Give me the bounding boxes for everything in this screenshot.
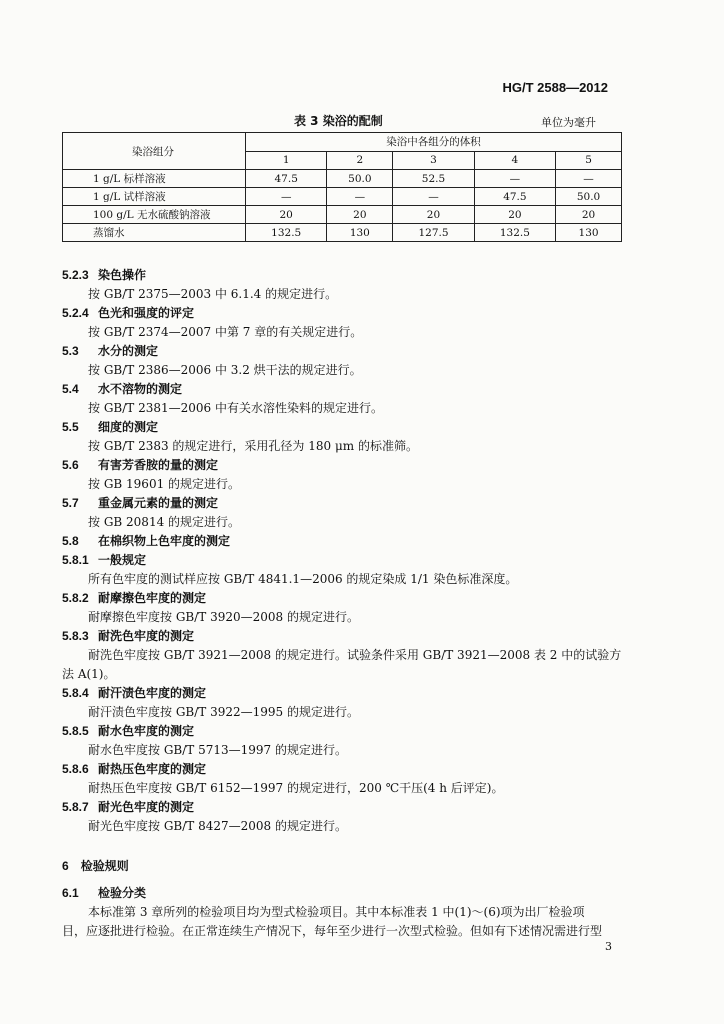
section-number: 5.8.5 (62, 724, 89, 738)
section-heading (62, 418, 622, 437)
row-label: 蒸馏水 (63, 224, 246, 242)
section-number: 5.2.3 (62, 268, 89, 282)
section-heading (62, 266, 622, 285)
table-row (63, 224, 622, 242)
section-title: 耐摩擦色牢度的测定 (98, 591, 207, 605)
section-text-continued: 法 A(1)。 (62, 667, 116, 681)
section-heading (62, 532, 622, 551)
table-cell: 20 (474, 206, 555, 224)
section-heading (62, 342, 622, 361)
section-title: 耐汗渍色牢度的测定 (98, 686, 207, 700)
section-number: 5.8 (62, 534, 79, 548)
page-number: 3 (605, 940, 612, 953)
section-number: 5.2.4 (62, 306, 89, 320)
section-heading (62, 722, 622, 741)
col-header-component: 染浴组分 (63, 133, 246, 170)
section-heading (62, 627, 622, 646)
section-text: 按 GB/T 2381—2006 中有关水溶性染料的规定进行。 (88, 401, 383, 415)
section-text: 本标准第 3 章所列的检验项目均为型式检验项目。其中本标准表 1 中(1)～(6)项为出厂检验项 (88, 905, 585, 919)
section-text: 按 GB/T 2375—2003 中 6.1.4 的规定进行。 (88, 287, 338, 301)
section-text: 按 GB 19601 的规定进行。 (88, 477, 241, 491)
section-title: 细度的测定 (98, 420, 159, 434)
table-cell: 132.5 (246, 224, 327, 242)
section-title: 色光和强度的评定 (98, 306, 195, 320)
section-number: 6.1 (62, 886, 79, 900)
section-title: 水分的测定 (98, 344, 159, 358)
section-number: 5.8.7 (62, 800, 89, 814)
section-heading (62, 551, 622, 570)
table-cell: 52.5 (393, 170, 474, 188)
section-title: 耐洗色牢度的测定 (98, 629, 195, 643)
section-text: 耐热压色牢度按 GB/T 6152—1997 的规定进行，200 ℃干压(4 h 后评定)。 (88, 781, 504, 795)
section-title: 重金属元素的量的测定 (98, 496, 219, 510)
table-cell: 130 (327, 224, 393, 242)
column-header: 2 (327, 151, 393, 170)
section-number: 5.8.1 (62, 553, 89, 567)
section-number: 5.3 (62, 344, 79, 358)
section-title: 有害芳香胺的量的测定 (98, 458, 219, 472)
group-header: 染浴中各组分的体积 (246, 133, 622, 152)
row-label: 1 g/L 试样溶液 (63, 188, 246, 206)
section-text: 耐洗色牢度按 GB/T 3921—2008 的规定进行。试验条件采用 GB/T 3921—2008 表 2 中的试验方 (88, 648, 622, 662)
column-header: 5 (556, 151, 622, 170)
section-number: 5.8.2 (62, 591, 89, 605)
section-heading (62, 798, 622, 817)
section-title: 水不溶物的测定 (98, 382, 183, 396)
section-text: 按 GB/T 2383 的规定进行，采用孔径为 180 μm 的标准筛。 (88, 439, 418, 453)
section-number: 5.4 (62, 382, 79, 396)
section-heading (62, 304, 622, 323)
section-title: 耐光色牢度的测定 (98, 800, 195, 814)
chapter-title: 检验规则 (80, 859, 129, 873)
table-cell: — (556, 170, 622, 188)
section-text: 按 GB/T 2374—2007 中第 7 章的有关规定进行。 (88, 325, 363, 339)
chapter-number: 6 (62, 859, 69, 873)
section-title: 在棉织物上色牢度的测定 (98, 534, 231, 548)
section-heading (62, 884, 622, 903)
section-number: 5.8.3 (62, 629, 89, 643)
table-cell: 20 (246, 206, 327, 224)
section-number: 5.7 (62, 496, 79, 510)
chapter-heading (62, 856, 622, 876)
section-text: 按 GB/T 2386—2006 中 3.2 烘干法的规定进行。 (88, 363, 362, 377)
table-row (63, 170, 622, 188)
table-cell: 20 (556, 206, 622, 224)
table-cell: 20 (393, 206, 474, 224)
section-title: 一般规定 (98, 553, 147, 567)
table-row (63, 206, 622, 224)
section-text: 所有色牢度的测试样应按 GB/T 4841.1—2006 的规定染成 1/1 染色标准深度。 (88, 572, 518, 586)
section-text-continued: 目，应逐批进行检验。在正常连续生产情况下，每年至少进行一次型式检验。但如有下述情况需进行型 (62, 924, 603, 938)
section-number: 5.5 (62, 420, 79, 434)
document-body (62, 266, 622, 941)
dye-bath-table (62, 132, 622, 242)
section-text: 按 GB 20814 的规定进行。 (88, 515, 241, 529)
section-title: 染色操作 (98, 268, 147, 282)
table-cell: 47.5 (474, 188, 555, 206)
table-row (63, 188, 622, 206)
table-cell: 127.5 (393, 224, 474, 242)
section-heading (62, 589, 622, 608)
section-heading (62, 380, 622, 399)
row-label: 1 g/L 标样溶液 (63, 170, 246, 188)
table-cell: — (393, 188, 474, 206)
section-text: 耐光色牢度按 GB/T 8427—2008 的规定进行。 (88, 819, 347, 833)
section-heading (62, 456, 622, 475)
table-cell: 50.0 (556, 188, 622, 206)
table-cell: 132.5 (474, 224, 555, 242)
table-cell: 20 (327, 206, 393, 224)
column-header: 3 (393, 151, 474, 170)
table-cell: — (246, 188, 327, 206)
table-cell: 47.5 (246, 170, 327, 188)
column-header: 1 (246, 151, 327, 170)
section-heading (62, 684, 622, 703)
section-number: 5.8.4 (62, 686, 89, 700)
section-number: 5.6 (62, 458, 79, 472)
section-text: 耐汗渍色牢度按 GB/T 3922—1995 的规定进行。 (88, 705, 359, 719)
table-cell: — (327, 188, 393, 206)
column-header: 4 (474, 151, 555, 170)
section-title: 检验分类 (98, 886, 147, 900)
row-label: 100 g/L 无水硫酸钠溶液 (63, 206, 246, 224)
table-title: 表 3 染浴的配制 (294, 114, 383, 128)
section-text: 耐水色牢度按 GB/T 5713—1997 的规定进行。 (88, 743, 347, 757)
section-heading (62, 494, 622, 513)
table-cell: — (474, 170, 555, 188)
section-text: 耐摩擦色牢度按 GB/T 3920—2008 的规定进行。 (88, 610, 359, 624)
table-unit: 单位为毫升 (541, 116, 596, 129)
standard-code: HG/T 2588—2012 (502, 80, 608, 95)
table-cell: 50.0 (327, 170, 393, 188)
section-heading (62, 760, 622, 779)
section-title: 耐热压色牢度的测定 (98, 762, 207, 776)
table-cell: 130 (556, 224, 622, 242)
section-number: 5.8.6 (62, 762, 89, 776)
section-title: 耐水色牢度的测定 (98, 724, 195, 738)
